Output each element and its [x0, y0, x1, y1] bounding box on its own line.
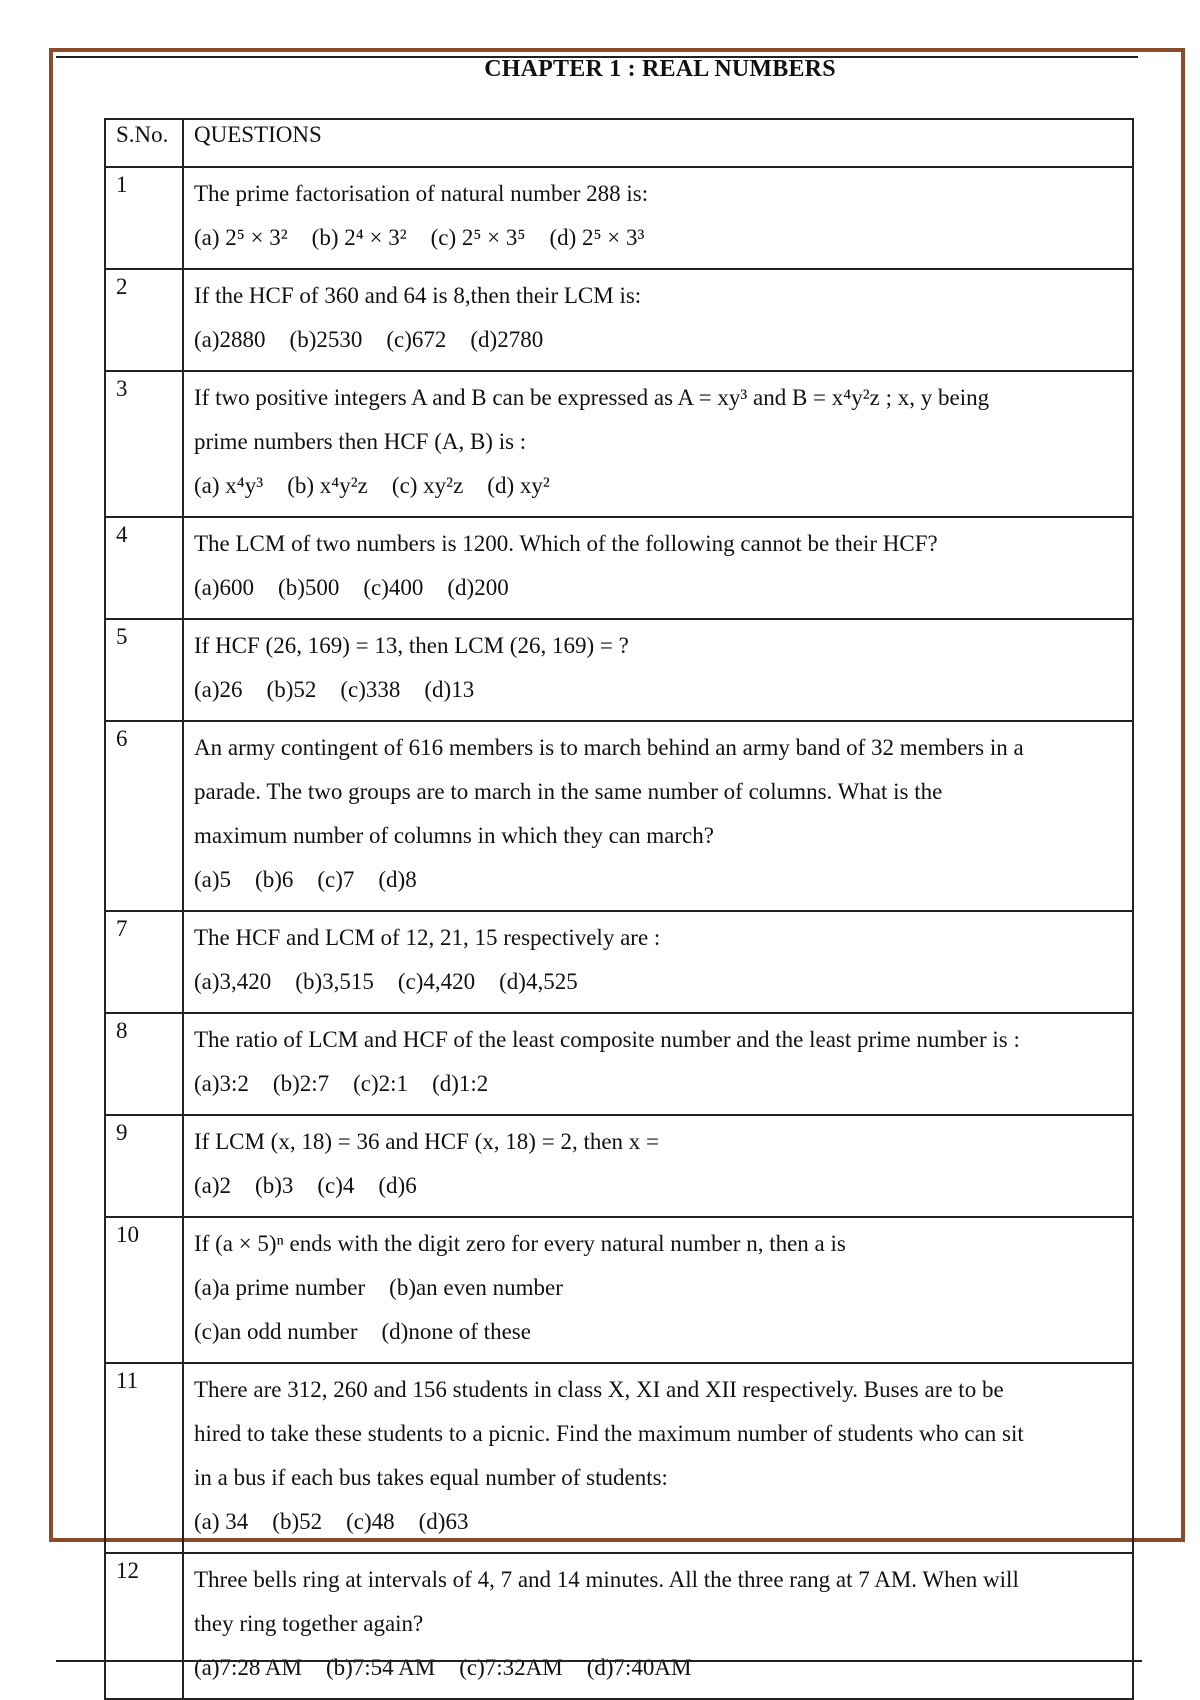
question-text: There are 312, 260 and 156 students in class X, XI and XII respectively. Buses are to be [194, 1377, 1004, 1402]
answer-option: (b)6 [255, 867, 294, 892]
answer-option: (d)7:40AM [586, 1655, 692, 1680]
chapter-title: CHAPTER 1 : REAL NUMBERS [484, 56, 836, 82]
question-cell [183, 721, 1133, 911]
answer-option: (c)7 [317, 867, 355, 892]
options-line [194, 216, 1122, 260]
answer-option: (c) xy²z [391, 473, 464, 498]
question-text: maximum number of columns in which they can march? [194, 823, 714, 848]
answer-option: (b)3 [255, 1173, 294, 1198]
question-cell [183, 517, 1133, 619]
question-number: 8 [105, 1013, 183, 1115]
question-text: The ratio of LCM and HCF of the least composite number and the least prime number is : [194, 1027, 1020, 1052]
answer-option: (d)63 [418, 1509, 469, 1534]
options-line [194, 1062, 1122, 1106]
answer-option: (c) 2⁵ × 3⁵ [430, 225, 526, 250]
question-text: If the HCF of 360 and 64 is 8,then their LCM is: [194, 283, 642, 308]
question-cell [183, 371, 1133, 517]
question-text: they ring together again? [194, 1611, 424, 1636]
question-row [105, 1013, 1133, 1115]
answer-option: (c)338 [340, 677, 401, 702]
question-row [105, 269, 1133, 371]
answer-option: (d)8 [378, 867, 417, 892]
question-text: The LCM of two numbers is 1200. Which of the following cannot be their HCF? [194, 531, 938, 556]
answer-option: (b)2530 [289, 327, 363, 352]
options-line [194, 1266, 1122, 1310]
answer-option: (a)2 [194, 1173, 232, 1198]
answer-option: (c)an odd number [194, 1319, 358, 1344]
answer-option: (b) x⁴y²z [287, 473, 368, 498]
question-number: 10 [105, 1217, 183, 1363]
options-line [194, 1646, 1122, 1690]
answer-option: (b)an even number [389, 1275, 563, 1300]
answer-option: (c)48 [346, 1509, 395, 1534]
question-text: If LCM (x, 18) = 36 and HCF (x, 18) = 2, then x = [194, 1129, 660, 1154]
answer-option: (a)a prime number [194, 1275, 366, 1300]
question-cell [183, 1363, 1133, 1553]
question-cell [183, 269, 1133, 371]
options-line [194, 566, 1122, 610]
question-number: 11 [105, 1363, 183, 1553]
answer-option: (a)3,420 [194, 969, 272, 994]
question-row [105, 1363, 1133, 1553]
questions-body [105, 167, 1133, 1699]
table-header-row [105, 119, 1133, 167]
answer-option: (a) x⁴y³ [194, 473, 264, 498]
answer-option: (b)52 [272, 1509, 323, 1534]
options-line [194, 960, 1122, 1004]
question-number: 12 [105, 1553, 183, 1699]
answer-option: (a) 2⁵ × 3² [194, 225, 288, 250]
question-text: hired to take these students to a picnic. Find the maximum number of students who can sit [194, 1421, 1024, 1446]
options-line [194, 464, 1122, 508]
answer-option: (b) 2⁴ × 3² [311, 225, 407, 250]
answer-option: (c)7:32AM [459, 1655, 563, 1680]
question-cell [183, 1115, 1133, 1217]
answer-option: (a)7:28 AM [194, 1655, 302, 1680]
question-cell [183, 619, 1133, 721]
answer-option: (b)7:54 AM [325, 1655, 436, 1680]
answer-option: (d) xy² [487, 473, 550, 498]
options-line [194, 1500, 1122, 1544]
answer-option: (c)4 [317, 1173, 355, 1198]
question-text: prime numbers then HCF (A, B) is : [194, 429, 527, 454]
answer-option: (d)6 [378, 1173, 417, 1198]
question-number: 1 [105, 167, 183, 269]
question-number: 6 [105, 721, 183, 911]
question-row [105, 911, 1133, 1013]
question-row [105, 1115, 1133, 1217]
question-number: 9 [105, 1115, 183, 1217]
answer-option: (d)200 [447, 575, 509, 600]
question-cell [183, 1217, 1133, 1363]
answer-option: (a)2880 [194, 327, 266, 352]
question-text: If (a × 5)ⁿ ends with the digit zero for every natural number n, then a is [194, 1231, 846, 1256]
options-line [194, 318, 1122, 362]
questions-header: QUESTIONS [183, 119, 1133, 167]
question-text: An army contingent of 616 members is to march behind an army band of 32 members in a [194, 735, 1024, 760]
question-row [105, 371, 1133, 517]
questions-table [104, 118, 1134, 1700]
question-text: The prime factorisation of natural number 288 is: [194, 181, 649, 206]
question-row [105, 1553, 1133, 1699]
question-number: 4 [105, 517, 183, 619]
sno-header: S.No. [105, 119, 183, 167]
answer-option: (d)1:2 [432, 1071, 489, 1096]
answer-option: (c)2:1 [353, 1071, 409, 1096]
answer-option: (a)5 [194, 867, 232, 892]
answer-option: (d)4,525 [499, 969, 578, 994]
question-text: The HCF and LCM of 12, 21, 15 respectively are : [194, 925, 661, 950]
question-text: If two positive integers A and B can be expressed as A = xy³ and B = x⁴y²z ; x, y being [194, 385, 990, 410]
options-line [194, 1164, 1122, 1208]
answer-option: (b)3,515 [295, 969, 374, 994]
question-row [105, 619, 1133, 721]
options-line [194, 668, 1122, 712]
question-cell [183, 1553, 1133, 1699]
answer-option: (a)600 [194, 575, 255, 600]
answer-option: (b)52 [266, 677, 317, 702]
answer-option: (d)2780 [470, 327, 544, 352]
answer-option: (d)none of these [381, 1319, 531, 1344]
question-number: 2 [105, 269, 183, 371]
answer-option: (b)2:7 [272, 1071, 330, 1096]
question-text: Three bells ring at intervals of 4, 7 and 14 minutes. All the three rang at 7 AM. When will [194, 1567, 1019, 1592]
question-cell [183, 167, 1133, 269]
answer-option: (d) 2⁵ × 3³ [549, 225, 645, 250]
question-row [105, 1217, 1133, 1363]
bottom-rule [56, 1660, 1142, 1662]
question-number: 5 [105, 619, 183, 721]
question-text: parade. The two groups are to march in the same number of columns. What is the [194, 779, 943, 804]
answer-option: (b)500 [278, 575, 340, 600]
answer-option: (a)3:2 [194, 1071, 249, 1096]
options-line [194, 858, 1122, 902]
question-text: If HCF (26, 169) = 13, then LCM (26, 169) = ? [194, 633, 629, 658]
answer-option: (c)672 [386, 327, 447, 352]
question-cell [183, 1013, 1133, 1115]
question-cell [183, 911, 1133, 1013]
answer-option: (c)4,420 [397, 969, 476, 994]
question-number: 3 [105, 371, 183, 517]
answer-option: (a) 34 [194, 1509, 249, 1534]
question-row [105, 517, 1133, 619]
answer-option: (d)13 [424, 677, 475, 702]
question-row [105, 167, 1133, 269]
question-text: in a bus if each bus takes equal number of students: [194, 1465, 668, 1490]
answer-option: (a)26 [194, 677, 243, 702]
options-line [194, 1310, 1122, 1354]
answer-option: (c)400 [363, 575, 424, 600]
question-row [105, 721, 1133, 911]
question-number: 7 [105, 911, 183, 1013]
